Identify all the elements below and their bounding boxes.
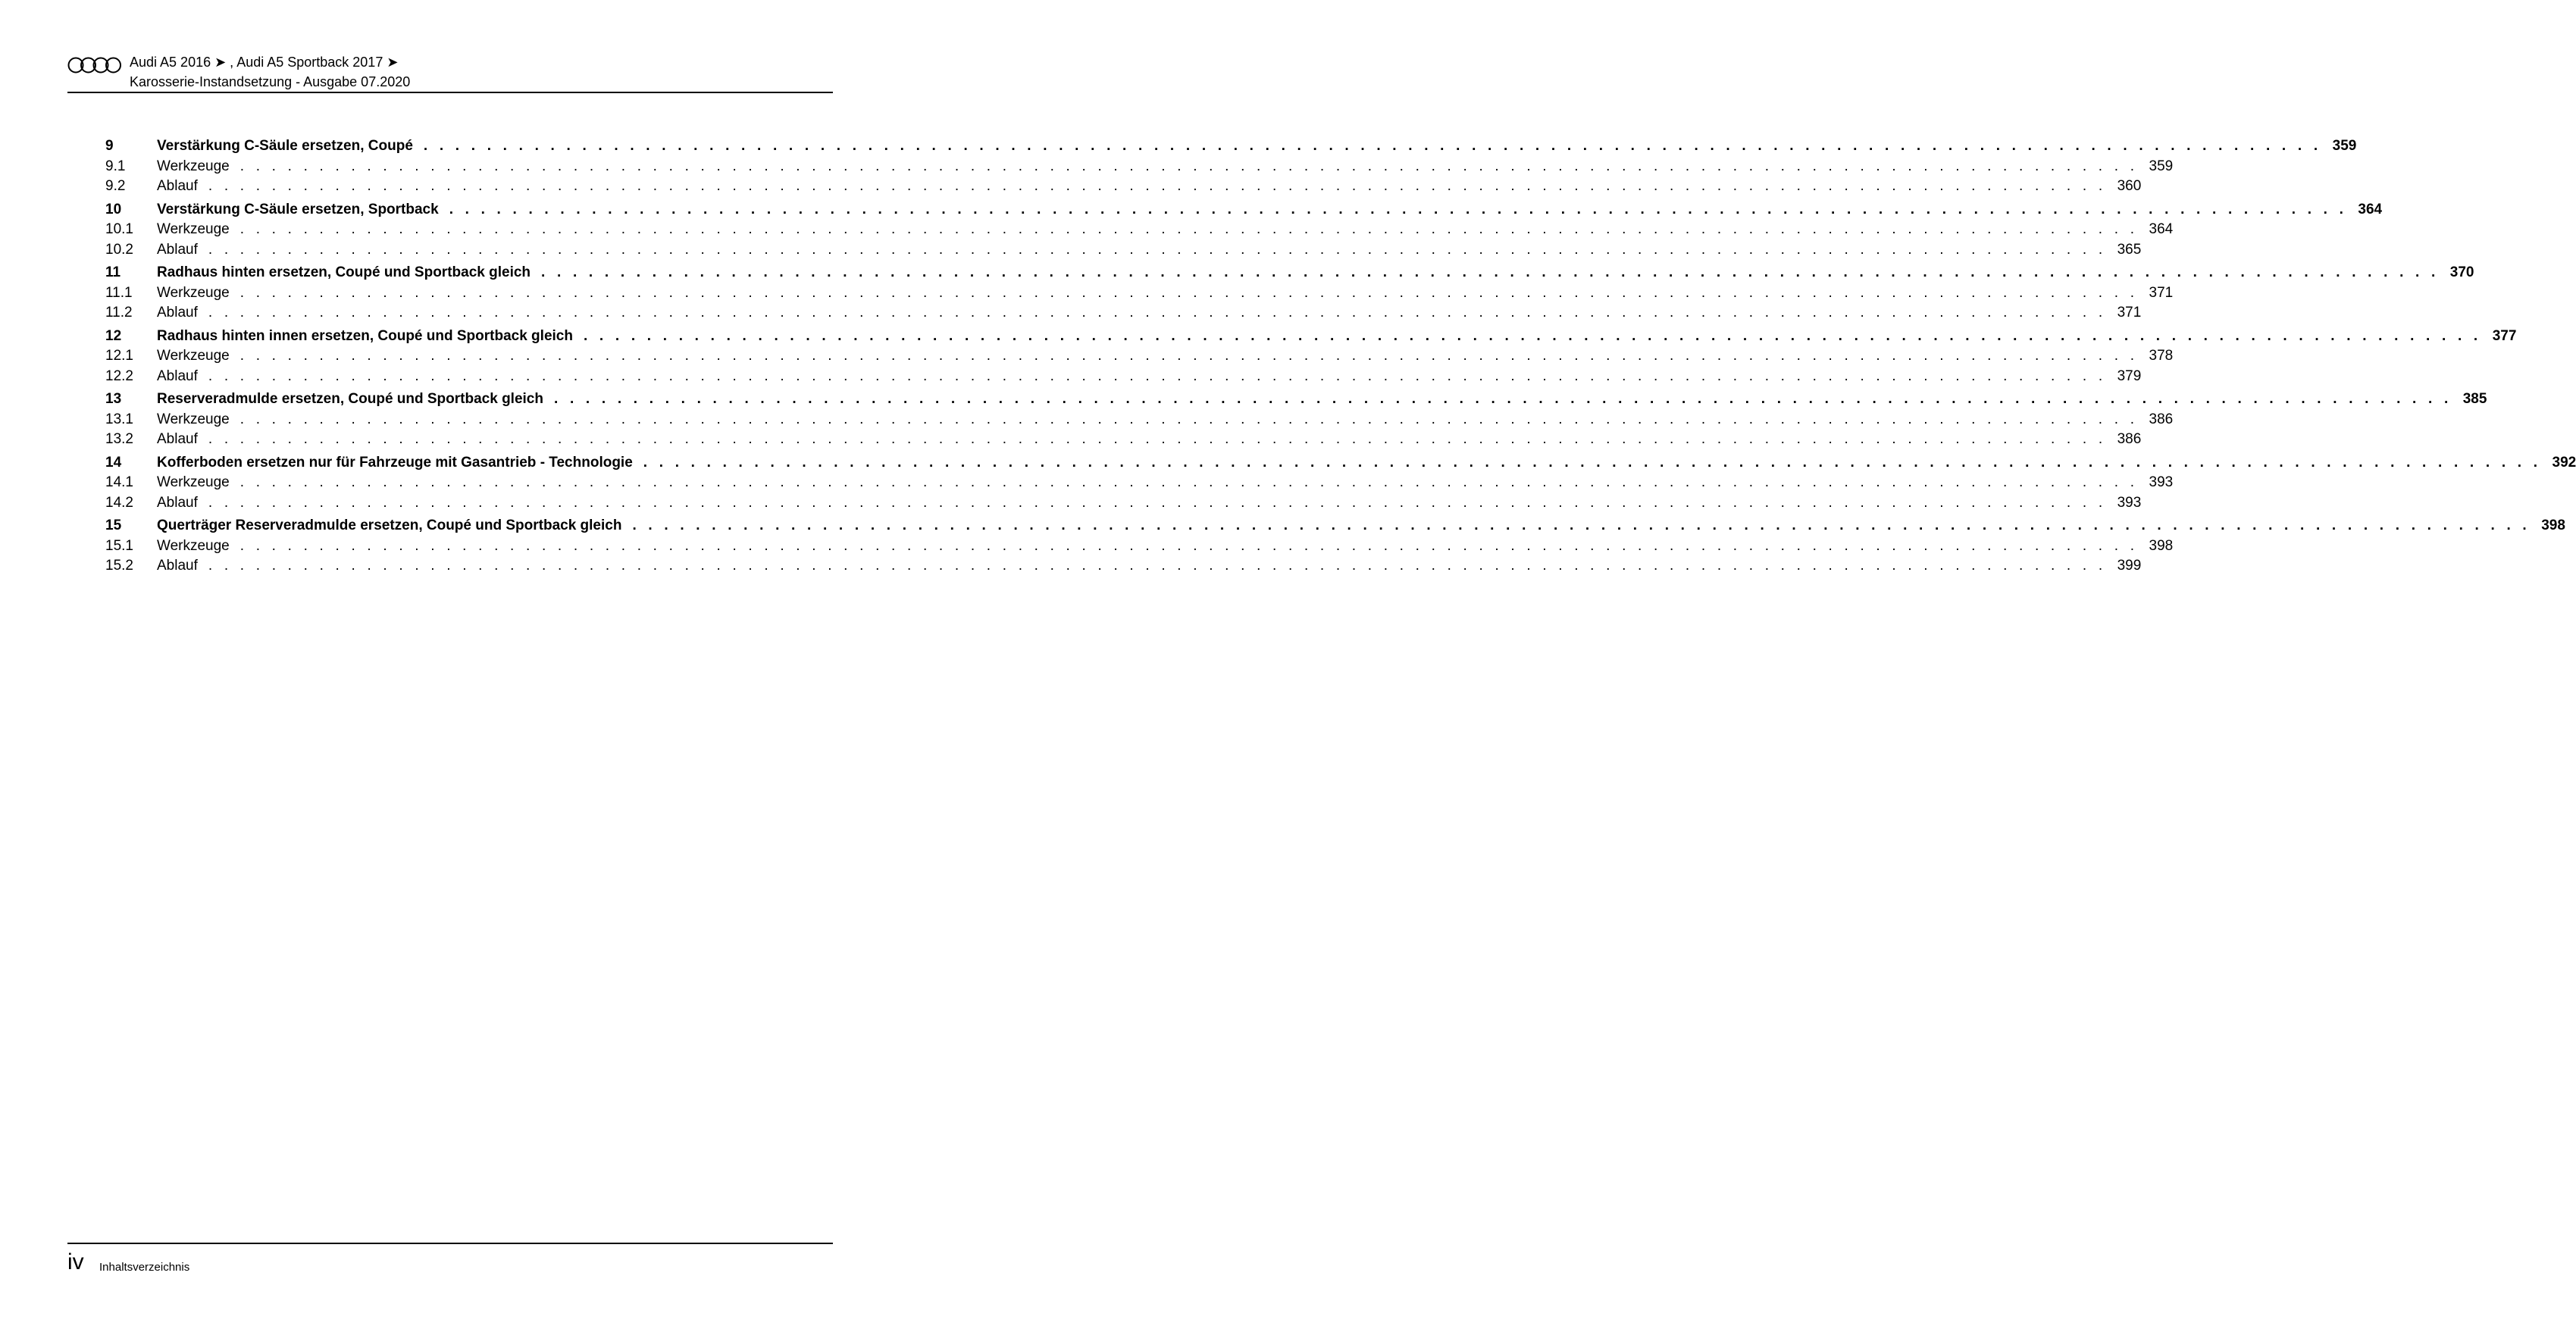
toc-entry-title[interactable]: Verstärkung C-Säule ersetzen, Sportback [157, 201, 439, 217]
toc-entry-title[interactable]: Werkzeuge [157, 348, 230, 364]
toc-dot-leader: . . . . . . . . . . . . . . . . . . . . . . . . . . . . . . . . . . . . . . . . . . . . . . . . . . . . . . . . . . . . . . . . . . . . . . . . . . . . . . . . . . . . . . . . . . . . . . . . . . . . . . . . . . . . . . . . . . . . . . . . [239, 158, 2139, 174]
toc-section-row[interactable] [105, 220, 2174, 240]
toc-entry-page[interactable]: 379 [2117, 367, 2142, 384]
toc-entry-page[interactable]: 365 [2117, 241, 2142, 258]
toc-entry-number: 9.1 [105, 158, 126, 174]
toc-dot-leader: . . . . . . . . . . . . . . . . . . . . . . . . . . . . . . . . . . . . . . . . . . . . . . . . . . . . . . . . . . . . . . . . . . . . . . . . . . . . . . . . . . . . . . . . . . . . . . . . . . . . . . . . . . . . . . . . . . . . . . . . [423, 138, 2322, 154]
toc-entry-title[interactable]: Ablauf [157, 558, 198, 574]
toc-dot-leader: . . . . . . . . . . . . . . . . . . . . . . . . . . . . . . . . . . . . . . . . . . . . . . . . . . . . . . . . . . . . . . . . . . . . . . . . . . . . . . . . . . . . . . . . . . . . . . . . . . . . . . . . . . . . . . . . . . . . . . . . [208, 431, 2107, 447]
toc-dot-leader: . . . . . . . . . . . . . . . . . . . . . . . . . . . . . . . . . . . . . . . . . . . . . . . . . . . . . . . . . . . . . . . . . . . . . . . . . . . . . . . . . . . . . . . . . . . . . . . . . . . . . . . . . . . . . . . . . . . . . . . . [553, 391, 2452, 407]
toc-section-row[interactable] [105, 240, 2142, 261]
toc-entry-title[interactable]: Werkzeuge [157, 221, 230, 237]
toc-dot-leader: . . . . . . . . . . . . . . . . . . . . . . . . . . . . . . . . . . . . . . . . . . . . . . . . . . . . . . . . . . . . . . . . . . . . . . . . . . . . . . . . . . . . . . . . . . . . . . . . . . . . . . . . . . . . . . . . . . . . . . . . [239, 537, 2139, 554]
toc-entry-page[interactable]: 370 [2449, 264, 2474, 280]
footer-page-number: iv [67, 1249, 84, 1274]
toc-entry-title[interactable]: Werkzeuge [157, 284, 230, 301]
toc-entry-number: 12.2 [105, 367, 133, 384]
toc-entry-title[interactable]: Ablauf [157, 241, 198, 258]
toc-entry-number: 11.2 [105, 305, 133, 321]
toc-entry-title[interactable]: Werkzeuge [157, 158, 230, 174]
toc-dot-leader: . . . . . . . . . . . . . . . . . . . . . . . . . . . . . . . . . . . . . . . . . . . . . . . . . . . . . . . . . . . . . . . . . . . . . . . . . . . . . . . . . . . . . . . . . . . . . . . . . . . . . . . . . . . . . . . . . . . . . . . . [632, 518, 2531, 533]
toc-chapter-row[interactable] [105, 136, 2357, 157]
toc-entry-number: 13.2 [105, 431, 133, 447]
toc-dot-leader: . . . . . . . . . . . . . . . . . . . . . . . . . . . . . . . . . . . . . . . . . . . . . . . . . . . . . . . . . . . . . . . . . . . . . . . . . . . . . . . . . . . . . . . . . . . . . . . . . . . . . . . . . . . . . . . . . . . . . . . . [208, 494, 2107, 511]
header-divider [67, 92, 833, 93]
toc-dot-leader: . . . . . . . . . . . . . . . . . . . . . . . . . . . . . . . . . . . . . . . . . . . . . . . . . . . . . . . . . . . . . . . . . . . . . . . . . . . . . . . . . . . . . . . . . . . . . . . . . . . . . . . . . . . . . . . . . . . . . . . . [208, 558, 2107, 574]
toc-dot-leader: . . . . . . . . . . . . . . . . . . . . . . . . . . . . . . . . . . . . . . . . . . . . . . . . . . . . . . . . . . . . . . . . . . . . . . . . . . . . . . . . . . . . . . . . . . . . . . . . . . . . . . . . . . . . . . . . . . . . . . . . [208, 241, 2107, 258]
toc-entry-page[interactable]: 371 [2149, 284, 2174, 301]
toc-entry-title[interactable]: Ablauf [157, 178, 198, 194]
header-model-title: Audi A5 2016 ➤ , Audi A5 Sportback 2017 ➤ [130, 55, 399, 70]
toc-entry-title[interactable]: Werkzeuge [157, 411, 230, 427]
toc-section-row[interactable] [105, 473, 2174, 493]
toc-dot-leader: . . . . . . . . . . . . . . . . . . . . . . . . . . . . . . . . . . . . . . . . . . . . . . . . . . . . . . . . . . . . . . . . . . . . . . . . . . . . . . . . . . . . . . . . . . . . . . . . . . . . . . . . . . . . . . . . . . . . . . . . [449, 201, 2348, 217]
toc-entry-number: 13.1 [105, 411, 133, 427]
toc-entry-title[interactable]: Werkzeuge [157, 537, 230, 554]
toc-entry-page[interactable]: 386 [2149, 411, 2174, 427]
toc-entry-page[interactable]: 386 [2117, 431, 2142, 447]
toc-section-row[interactable] [105, 410, 2174, 430]
toc-dot-leader: . . . . . . . . . . . . . . . . . . . . . . . . . . . . . . . . . . . . . . . . . . . . . . . . . . . . . . . . . . . . . . . . . . . . . . . . . . . . . . . . . . . . . . . . . . . . . . . . . . . . . . . . . . . . . . . . . . . . . . . . [208, 367, 2107, 384]
toc-entry-number: 10.1 [105, 221, 133, 237]
toc-dot-leader: . . . . . . . . . . . . . . . . . . . . . . . . . . . . . . . . . . . . . . . . . . . . . . . . . . . . . . . . . . . . . . . . . . . . . . . . . . . . . . . . . . . . . . . . . . . . . . . . . . . . . . . . . . . . . . . . . . . . . . . . [208, 178, 2107, 194]
toc-entry-page[interactable]: 392 [2552, 454, 2576, 471]
toc-section-row[interactable] [105, 493, 2142, 514]
toc-entry-title[interactable]: Verstärkung C-Säule ersetzen, Coupé [157, 138, 413, 154]
toc-dot-leader: . . . . . . . . . . . . . . . . . . . . . . . . . . . . . . . . . . . . . . . . . . . . . . . . . . . . . . . . . . . . . . . . . . . . . . . . . . . . . . . . . . . . . . . . . . . . . . . . . . . . . . . . . . . . . . . . . . . . . . . . [643, 454, 2542, 471]
toc-dot-leader: . . . . . . . . . . . . . . . . . . . . . . . . . . . . . . . . . . . . . . . . . . . . . . . . . . . . . . . . . . . . . . . . . . . . . . . . . . . . . . . . . . . . . . . . . . . . . . . . . . . . . . . . . . . . . . . . . . . . . . . . [239, 411, 2139, 427]
toc-entry-page[interactable]: 364 [2358, 201, 2383, 217]
toc-entry-page[interactable]: 399 [2117, 558, 2142, 574]
toc-entry-page[interactable]: 393 [2149, 474, 2174, 490]
toc-entry-title[interactable]: Kofferboden ersetzen nur für Fahrzeuge mit Gasantrieb - Technologie [157, 454, 633, 471]
toc-entry-title[interactable]: Ablauf [157, 494, 198, 511]
toc-section-row[interactable] [105, 556, 2142, 577]
toc-dot-leader: . . . . . . . . . . . . . . . . . . . . . . . . . . . . . . . . . . . . . . . . . . . . . . . . . . . . . . . . . . . . . . . . . . . . . . . . . . . . . . . . . . . . . . . . . . . . . . . . . . . . . . . . . . . . . . . . . . . . . . . . [239, 284, 2139, 301]
toc-dot-leader: . . . . . . . . . . . . . . . . . . . . . . . . . . . . . . . . . . . . . . . . . . . . . . . . . . . . . . . . . . . . . . . . . . . . . . . . . . . . . . . . . . . . . . . . . . . . . . . . . . . . . . . . . . . . . . . . . . . . . . . . [541, 264, 2440, 280]
toc-chapter-row[interactable] [105, 453, 2576, 474]
toc-entry-title[interactable]: Ablauf [157, 367, 198, 384]
footer-divider [67, 1243, 833, 1244]
toc-section-row[interactable] [105, 367, 2142, 387]
header-manual-title: Karosserie-Instandsetzung - Ausgabe 07.2020 [130, 74, 411, 89]
toc-entry-number: 14.2 [105, 494, 133, 511]
toc-entry-page[interactable]: 360 [2117, 178, 2142, 194]
toc-entry-number: 14 [105, 454, 122, 471]
toc-dot-leader: . . . . . . . . . . . . . . . . . . . . . . . . . . . . . . . . . . . . . . . . . . . . . . . . . . . . . . . . . . . . . . . . . . . . . . . . . . . . . . . . . . . . . . . . . . . . . . . . . . . . . . . . . . . . . . . . . . . . . . . . [583, 327, 2482, 344]
toc-entry-title[interactable]: Radhaus hinten innen ersetzen, Coupé und Sportback gleich [157, 327, 573, 344]
toc-entry-page[interactable]: 398 [2541, 518, 2565, 533]
toc-entry-page[interactable]: 393 [2117, 494, 2142, 511]
audi-rings-logo-icon [67, 56, 122, 74]
toc-entry-number: 11.1 [105, 284, 133, 301]
toc-section-row[interactable] [105, 303, 2142, 324]
toc-entry-page[interactable]: 398 [2149, 537, 2174, 554]
toc-entry-page[interactable]: 378 [2149, 348, 2174, 364]
toc-entry-number: 14.1 [105, 474, 133, 490]
toc-entry-number: 12.1 [105, 348, 133, 364]
toc-entry-number: 9 [105, 138, 114, 154]
toc-chapter-row[interactable] [105, 263, 2474, 283]
toc-entry-number: 15.2 [105, 558, 133, 574]
toc-section-row[interactable] [105, 157, 2174, 177]
toc-entry-number: 15 [105, 518, 122, 533]
toc-chapter-row[interactable] [105, 200, 2383, 220]
toc-entry-title[interactable]: Querträger Reserveradmulde ersetzen, Coupé und Sportback gleich [157, 518, 622, 533]
toc-section-row[interactable] [105, 346, 2174, 367]
toc-entry-number: 10.2 [105, 241, 133, 258]
toc-entry-number: 15.1 [105, 537, 133, 554]
toc-entry-title[interactable]: Werkzeuge [157, 474, 230, 490]
toc-dot-leader: . . . . . . . . . . . . . . . . . . . . . . . . . . . . . . . . . . . . . . . . . . . . . . . . . . . . . . . . . . . . . . . . . . . . . . . . . . . . . . . . . . . . . . . . . . . . . . . . . . . . . . . . . . . . . . . . . . . . . . . . [208, 305, 2107, 321]
table-of-contents [105, 136, 2576, 577]
toc-entry-number: 9.2 [105, 178, 126, 194]
toc-entry-page[interactable]: 359 [2149, 158, 2174, 174]
toc-entry-title[interactable]: Ablauf [157, 305, 198, 321]
toc-dot-leader: . . . . . . . . . . . . . . . . . . . . . . . . . . . . . . . . . . . . . . . . . . . . . . . . . . . . . . . . . . . . . . . . . . . . . . . . . . . . . . . . . . . . . . . . . . . . . . . . . . . . . . . . . . . . . . . . . . . . . . . . [239, 474, 2139, 490]
toc-entry-title[interactable]: Ablauf [157, 431, 198, 447]
toc-dot-leader: . . . . . . . . . . . . . . . . . . . . . . . . . . . . . . . . . . . . . . . . . . . . . . . . . . . . . . . . . . . . . . . . . . . . . . . . . . . . . . . . . . . . . . . . . . . . . . . . . . . . . . . . . . . . . . . . . . . . . . . . [239, 348, 2139, 364]
toc-entry-title[interactable]: Radhaus hinten ersetzen, Coupé und Sportback gleich [157, 264, 531, 280]
toc-entry-page[interactable]: 371 [2117, 305, 2142, 321]
toc-chapter-row[interactable] [105, 327, 2517, 347]
toc-entry-page[interactable]: 377 [2492, 327, 2517, 344]
toc-entry-number: 12 [105, 327, 122, 344]
toc-chapter-row[interactable] [105, 516, 2565, 536]
toc-dot-leader: . . . . . . . . . . . . . . . . . . . . . . . . . . . . . . . . . . . . . . . . . . . . . . . . . . . . . . . . . . . . . . . . . . . . . . . . . . . . . . . . . . . . . . . . . . . . . . . . . . . . . . . . . . . . . . . . . . . . . . . . [239, 221, 2139, 237]
toc-entry-title[interactable]: Reserveradmulde ersetzen, Coupé und Sportback gleich [157, 391, 543, 407]
toc-section-row[interactable] [105, 536, 2174, 557]
toc-entry-page[interactable]: 364 [2149, 221, 2174, 237]
toc-chapter-row[interactable] [105, 389, 2487, 410]
footer-label: Inhaltsverzeichnis [99, 1261, 190, 1274]
toc-section-row[interactable] [105, 283, 2174, 304]
toc-entry-page[interactable]: 359 [2332, 138, 2357, 154]
toc-section-row[interactable] [105, 177, 2142, 197]
toc-entry-number: 13 [105, 391, 122, 407]
toc-entry-number: 10 [105, 201, 122, 217]
toc-entry-number: 11 [105, 264, 121, 280]
toc-entry-page[interactable]: 385 [2462, 391, 2487, 407]
toc-section-row[interactable] [105, 430, 2142, 450]
